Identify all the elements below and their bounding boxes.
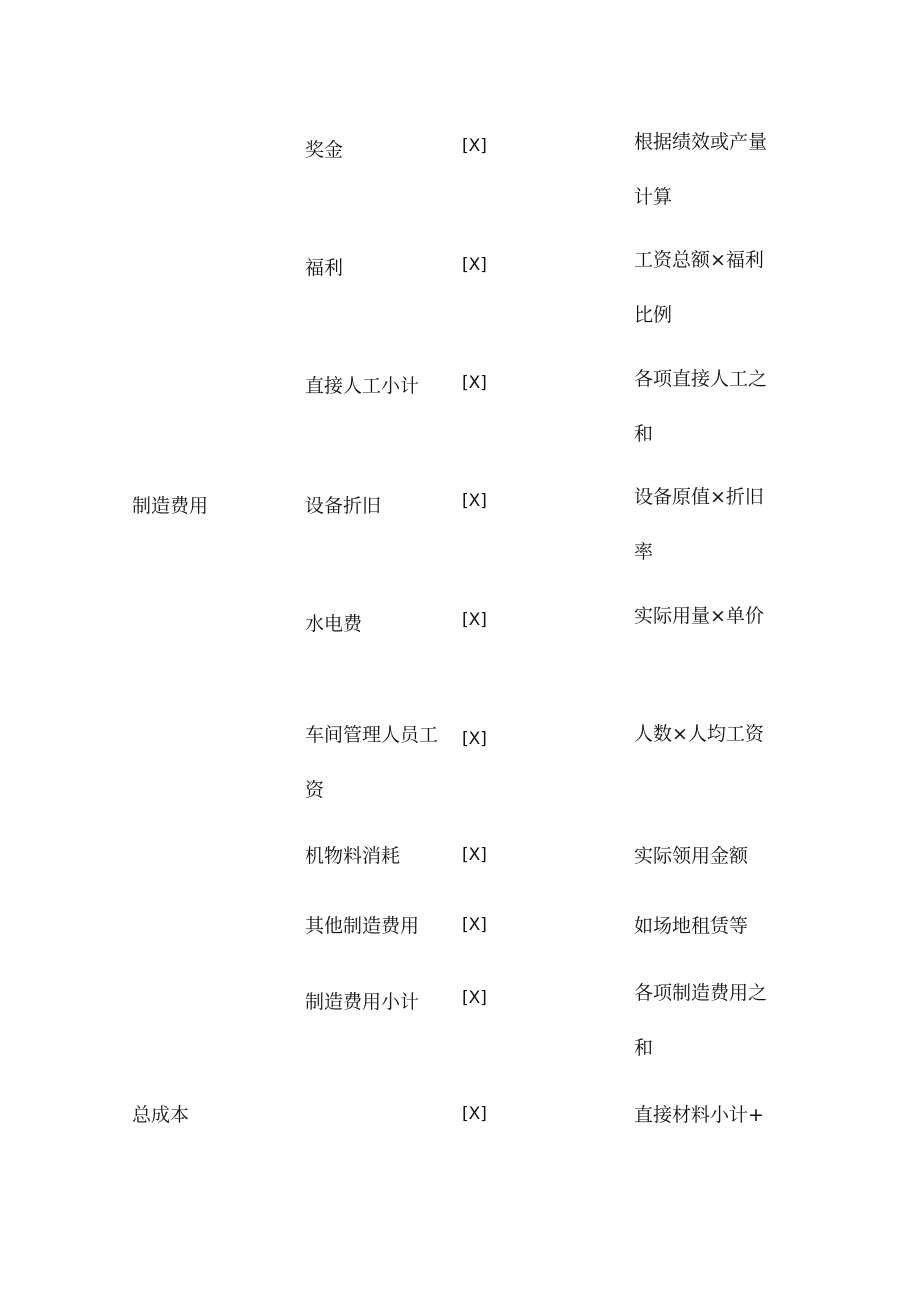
note-equipment-depreciation: 设备原值×折旧率 (634, 486, 764, 563)
item-utilities: 水电费 (305, 613, 363, 635)
note-direct-labor-subtotal: 各项直接人工之和 (634, 368, 768, 445)
note-total-cost: 直接材料小计+ (634, 1104, 764, 1126)
item-material-consumption: 机物料消耗 (305, 845, 401, 867)
note-material-consumption: 实际领用金额 (634, 845, 749, 867)
item-direct-labor-subtotal: 直接人工小计 (305, 375, 420, 397)
item-other-overhead: 其他制造费用 (305, 915, 420, 937)
note-utilities: 实际用量×单价 (634, 605, 764, 627)
category-total-cost: 总成本 (132, 1104, 190, 1126)
item-welfare: 福利 (305, 257, 344, 279)
item-workshop-staff-wages: 车间管理人员工资 (305, 724, 439, 801)
item-bonus: 奖金 (305, 139, 344, 161)
amount-bonus: [X] (462, 136, 487, 156)
amount-welfare: [X] (462, 255, 487, 275)
amount-other-overhead: [X] (462, 915, 487, 935)
amount-equipment-depreciation: [X] (462, 491, 487, 511)
note-overhead-subtotal: 各项制造费用之和 (634, 982, 768, 1059)
category-manufacturing-overhead: 制造费用 (132, 495, 209, 517)
amount-total-cost: [X] (462, 1104, 487, 1124)
amount-utilities: [X] (462, 610, 487, 630)
amount-material-consumption: [X] (462, 845, 487, 865)
item-overhead-subtotal: 制造费用小计 (305, 991, 420, 1013)
note-other-overhead: 如场地租赁等 (634, 915, 749, 937)
note-welfare: 工资总额×福利比例 (634, 249, 764, 326)
amount-workshop-staff-wages: [X] (462, 729, 487, 749)
note-workshop-staff-wages: 人数×人均工资 (634, 723, 764, 745)
amount-overhead-subtotal: [X] (462, 988, 487, 1008)
note-bonus: 根据绩效或产量计算 (634, 131, 768, 208)
amount-direct-labor-subtotal: [X] (462, 373, 487, 393)
item-equipment-depreciation: 设备折旧 (305, 495, 382, 517)
